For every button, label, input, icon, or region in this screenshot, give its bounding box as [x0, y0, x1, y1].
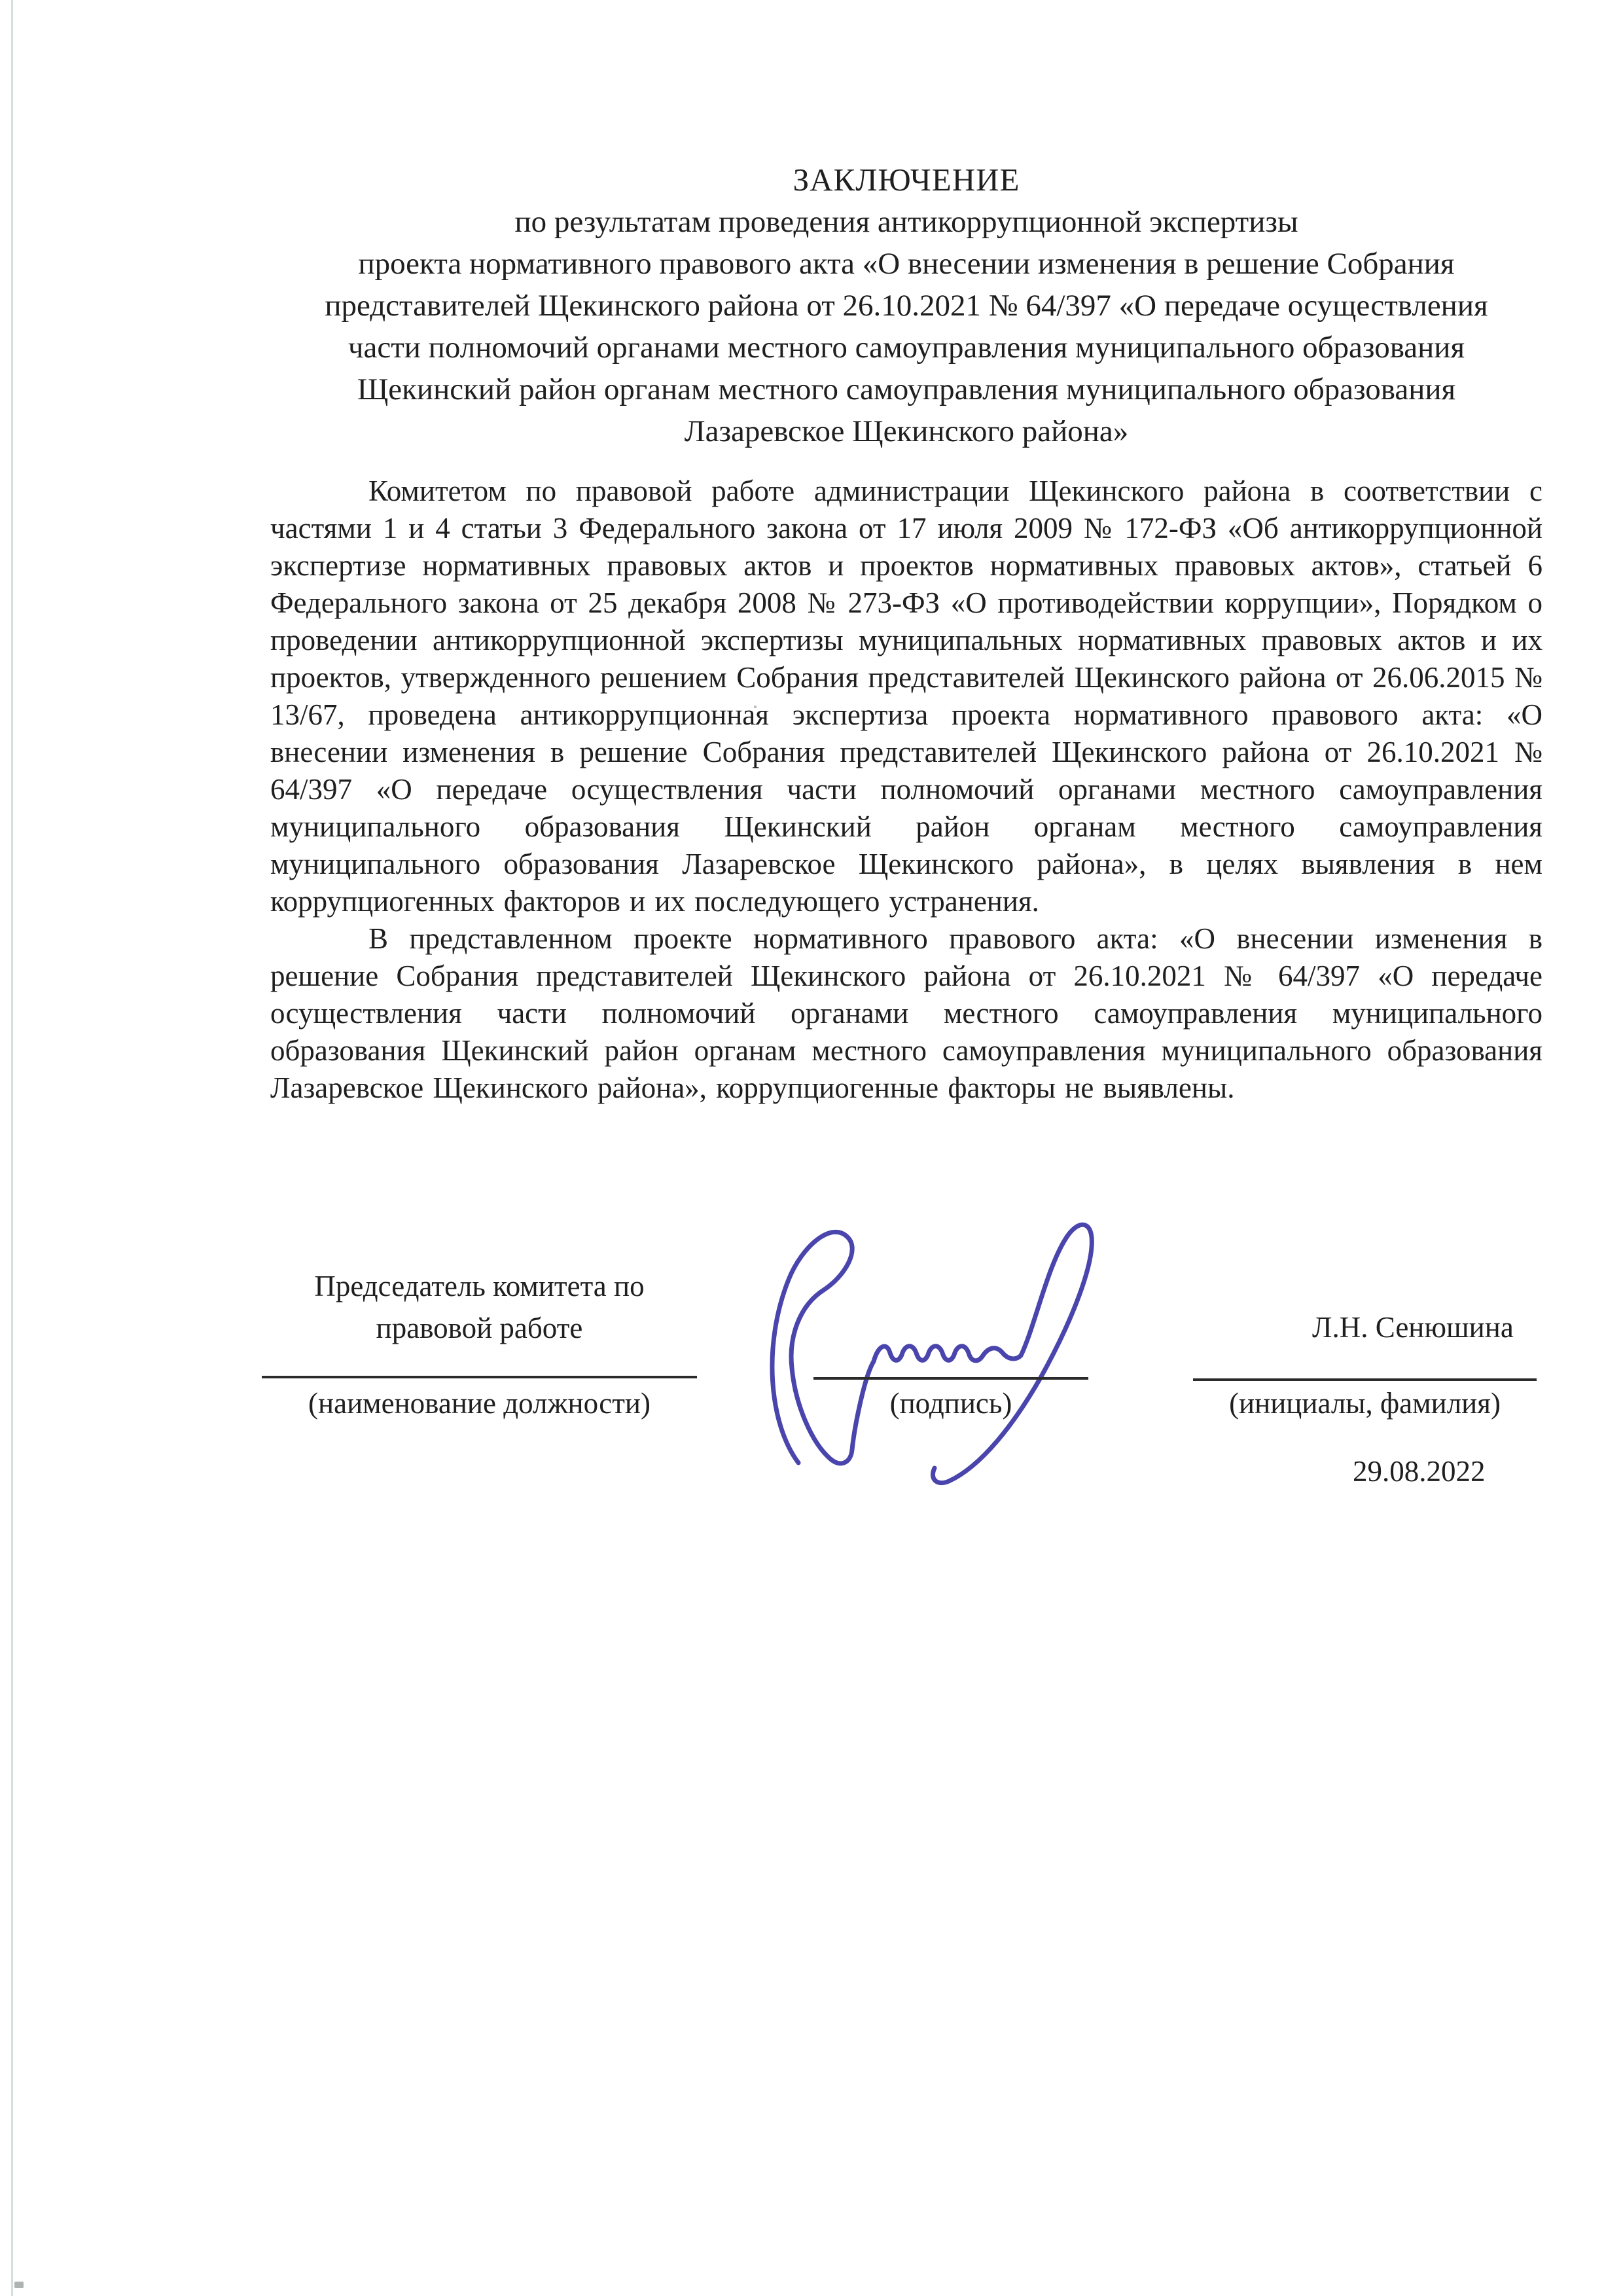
signer-position-line2: правовой работе [376, 1312, 583, 1344]
title-line-decision: представителей Щекинского района от 26.10.2021 № 64/397 «О передаче осуществления [325, 289, 1488, 323]
document-title-block [270, 159, 1543, 452]
position-caption: (наименование должности) [308, 1387, 651, 1420]
title-line-district: Щекинский район органам местного самоуправления муниципального образования [357, 372, 1456, 406]
paragraph-conclusion: В представленном проекте нормативного правового акта: «О внесении изменения в решение Собрания представителей Щекинского района от 26.10.2021 № 64/397 «О передаче осуществления части полномочий органами местного самоуправления муниципального образования Щекинский район органам местного самоуправления муниципального образования Лазаревское Щекинского района», коррупциогенные факторы не выявлены. [270, 922, 1543, 1104]
handwritten-signature [733, 1208, 1139, 1489]
title-line-subject: по результатам проведения антикоррупционной экспертизы [514, 205, 1298, 239]
sign-here-line [813, 1377, 1088, 1380]
signer-name: Л.Н. Сенюшина [1312, 1311, 1514, 1344]
signature-caption: (подпись) [889, 1387, 1012, 1420]
paragraph-legal-basis: Комитетом по правовой работе администрации Щекинского района в соответствии с частями 1 и 4 статьи 3 Федерального закона от 17 июля 2009 № 172-ФЗ «Об антикоррупционной экспертизе нормативных правовых актов и проектов нормативных правовых актов», статьей 6 Федерального закона от 25 декабря 2008 № 273-ФЗ «О противодействии коррупции», Порядком о проведении антикоррупционной экспертизы муниципальных нормативных правовых актов и их проектов, утвержденного решением Собрания представителей Щекинского района от 26.06.2015 № 13/67, проведена антикоррупционная экспертиза проекта нормативного правового акта: «О внесении изменения в решение Собрания представителей Щекинского района от 26.10.2021 № 64/397 «О передаче осуществления части полномочий органами местного самоуправления муниципального образования Щекинский район органам местного самоуправления муниципального образования Лазаревское Щекинского района», в целях выявления в нем коррупциогенных факторов и их последующего устранения. [270, 475, 1543, 918]
title-line-lazarevskoe: Лазаревское Щекинского района» [684, 414, 1129, 448]
name-caption: (инициалы, фамилия) [1229, 1387, 1501, 1420]
name-signature-line [1193, 1378, 1537, 1381]
document-body [270, 473, 1543, 1107]
scan-corner-artifact [14, 2282, 24, 2288]
document-title: ЗАКЛЮЧЕНИЕ [793, 162, 1020, 198]
scan-edge-artifact [11, 0, 13, 2296]
position-signature-line [262, 1376, 697, 1378]
signer-position-line1: Председатель комитета по [314, 1270, 645, 1302]
title-line-powers: части полномочий органами местного самоуправления муниципального образования [348, 331, 1465, 365]
document-date: 29.08.2022 [1353, 1455, 1486, 1488]
signer-position [262, 1265, 697, 1349]
title-line-act: проекта нормативного правового акта «О внесении изменения в решение Собрания [358, 247, 1455, 281]
signature-ink-stroke [772, 1225, 1092, 1482]
